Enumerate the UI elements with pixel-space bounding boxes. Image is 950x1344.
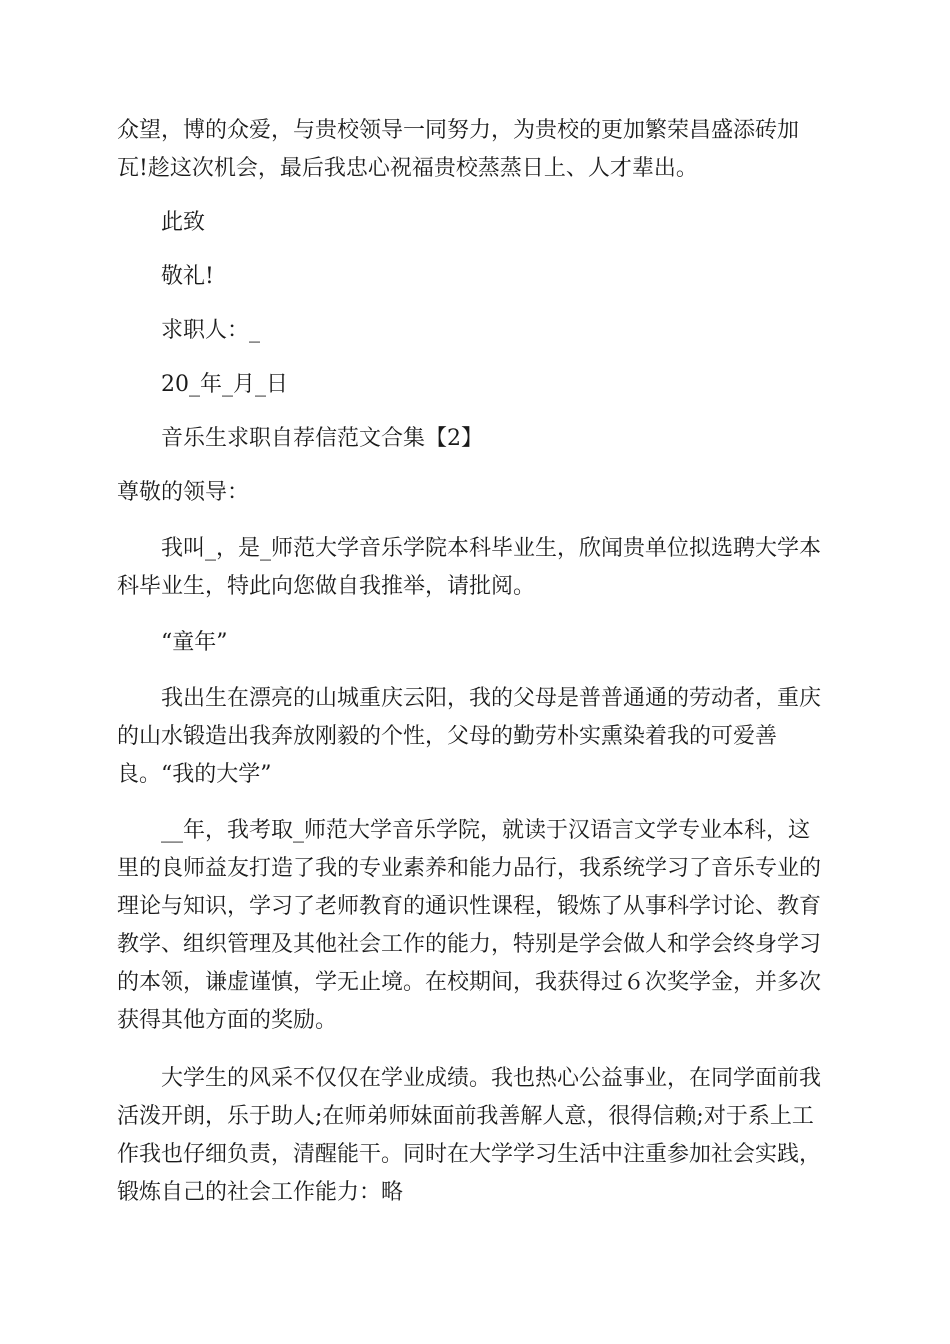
text-line: __年，我考取_师范大学音乐学院，就读于汉语言文学专业本科，这 <box>161 818 811 843</box>
text-line: 良。“我的大学” <box>117 762 272 787</box>
text-line: 我出生在漂亮的山城重庆云阳，我的父母是普普通通的劳动者，重庆 <box>161 686 822 711</box>
closing-paragraph <box>117 112 833 188</box>
student-style-paragraph <box>117 1060 833 1212</box>
text-line: 大学生的风采不仅仅在学业成绩。我也热心公益事业，在同学面前我 <box>161 1066 822 1091</box>
section-title: 音乐生求职自荐信范文合集【2】 <box>161 426 483 451</box>
salutation-cizhi: 此致 <box>161 210 206 235</box>
text-line: 作我也仔细负责，清醒能干。同时在大学学习生活中注重参加社会实践， <box>117 1142 822 1167</box>
university-paragraph <box>117 812 833 1040</box>
text-line: 科毕业生，特此向您做自我推举，请批阅。 <box>117 574 536 599</box>
greeting: 尊敬的领导： <box>117 480 250 505</box>
text-line: 里的良师益友打造了我的专业素养和能力品行，我系统学习了音乐专业的 <box>117 856 822 881</box>
text-line: 瓦!趁这次机会，最后我忠心祝福贵校蒸蒸日上、人才辈出。 <box>117 156 698 181</box>
text-line: 获得其他方面的奖励。 <box>117 1008 338 1033</box>
childhood-heading: “童年” <box>161 630 228 655</box>
text-line: 锻炼自己的社会工作能力：略 <box>117 1180 404 1205</box>
text-line: 众望，博的众爱，与贵校领导一同努力，为贵校的更加繁荣昌盛添砖加 <box>117 118 800 143</box>
text-line: 的山水锻造出我奔放刚毅的个性，父母的勤劳朴实熏染着我的可爱善 <box>117 724 778 749</box>
intro-paragraph <box>117 530 833 606</box>
date-line: 20_年_月_日 <box>161 372 288 397</box>
text-line: 教学、组织管理及其他社会工作的能力，特别是学会做人和学会终身学习 <box>117 932 822 957</box>
text-line: 我叫_，是_师范大学音乐学院本科毕业生，欣闻贵单位拟选聘大学本 <box>161 536 822 561</box>
salutation-jingli: 敬礼! <box>161 264 214 289</box>
text-line: 活泼开朗，乐于助人;在师弟师妹面前我善解人意，很得信赖;对于系上工 <box>117 1104 814 1129</box>
childhood-paragraph <box>117 680 833 794</box>
applicant-line: 求职人：_ <box>161 318 261 343</box>
text-line: 的本领，谦虚谨慎，学无止境。在校期间，我获得过６次奖学金，并多次 <box>117 970 822 995</box>
text-line: 理论与知识，学习了老师教育的通识性课程，锻炼了从事科学讨论、教育 <box>117 894 822 919</box>
document-page <box>117 112 833 1212</box>
